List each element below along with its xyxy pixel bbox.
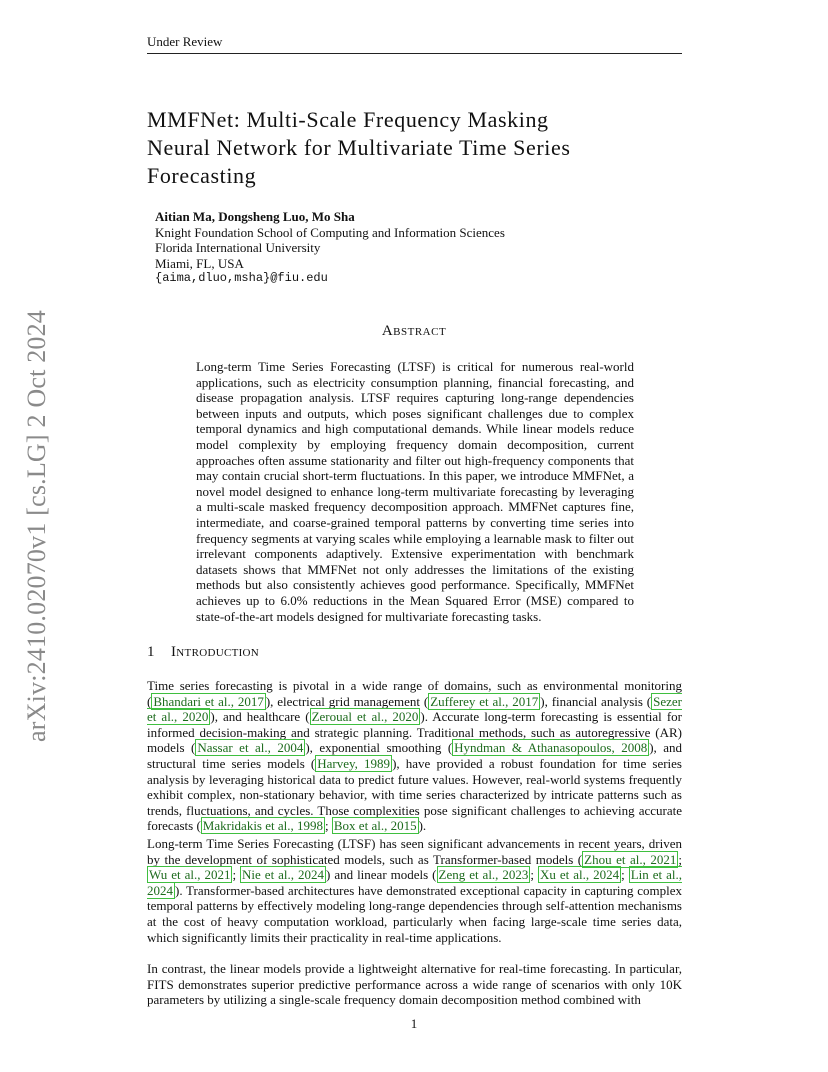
citation-link[interactable]: Nie et al., 2024 <box>242 867 325 883</box>
para-text: ). <box>418 818 427 834</box>
para-text: Time series forecasting is pivotal in a wide range of domains, such as environmental monitoring ( <box>147 678 682 709</box>
author-names: Aitian Ma, Dongsheng Luo, Mo Sha <box>155 209 355 224</box>
para-text: ), and healthcare ( <box>210 709 310 725</box>
affiliation-school: Knight Foundation School of Computing and Information Sciences <box>155 224 505 240</box>
intro-paragraph-3: In contrast, the linear models provide a lightweight alternative for real-time forecasting. In particular, FITS demonstrates superior predictive performance across a wide range of scenarios with only 10K parameters by utilizing a single-scale frequency domain decomposition method combined with <box>147 961 682 1008</box>
para-text: ; <box>325 818 332 834</box>
para-text: ). Transformer-based architectures have demonstrated exceptional capacity in capturing complex temporal patterns by effectively modeling long-range dependencies through self-attention mechanisms at the cost of heavy computation workload, particularly when facing large-scale time series data, which significantly limits their practicality in real-time applications. <box>147 882 682 945</box>
title-line-1: MMFNet: Multi-Scale Frequency Masking <box>147 107 549 132</box>
citation-link[interactable]: Zeng et al., 2023 <box>438 867 529 883</box>
arxiv-stamp[interactable] <box>22 296 52 756</box>
citation-link[interactable]: Zeroual et al., 2020 <box>311 709 419 725</box>
citation-link[interactable]: Makridakis et al., 1998 <box>202 818 324 834</box>
para-text: ; <box>621 867 629 883</box>
paper-title <box>147 106 687 190</box>
abstract-body: Long-term Time Series Forecasting (LTSF) is critical for numerous real-world applications, such as electricity consumption planning, financial forecasting, and disease propagation analysis. LTSF requires capturing long-range dependencies between inputs and outputs, which poses significant challenges due to complex temporal dynamics and high computational demands. While linear models reduce model complexity by employing frequency domain decomposition, current approaches often assume stationarity and filter out high-frequency components that may contain crucial short-term fluctuations. In this paper, we introduce MMFNet, a novel model designed to enhance long-term multivariate forecasting by leveraging a multi-scale masked frequency decomposition approach. MMFNet captures fine, intermediate, and coarse-grained temporal patterns by converting time series into frequency segments at varying scales while employing a learnable mask to filter out irrelevant components adaptively. Extensive experimentation with benchmark datasets shows that MMFNet not only addresses the limitations of the existing methods but also consistently achieves good performance. Specifically, MMFNet achieves up to 6.0% reductions in the Mean Squared Error (MSE) compared to state-of-the-art models designed for multivariate forecasting tasks. <box>196 359 634 624</box>
abstract-heading: Abstract <box>381 323 447 339</box>
intro-paragraph-1 <box>147 678 682 834</box>
para-text: ), electrical grid management ( <box>265 693 429 709</box>
para-text: ), exponential smoothing ( <box>305 740 453 756</box>
citation-link[interactable]: Hyndman & Athanasopoulos, 2008 <box>454 740 648 756</box>
citation-link[interactable]: Zufferey et al., 2017 <box>430 693 539 709</box>
title-line-2: Neural Network for Multivariate Time Series <box>147 135 571 160</box>
para-text: ), have provided a robust foundation for time series analysis by leveraging historical data to predict future values. However, real-world systems frequently exhibit complex, non-stationary behavior, with time series characterized by intricate patterns such as trends, fluctuations, and cycles. Those complexities pose significant challenges to achieving accurate forecasts ( <box>147 755 682 834</box>
section-number: 1 <box>147 644 155 660</box>
citation-link[interactable]: Box et al., 2015 <box>333 818 417 834</box>
citation-link[interactable]: Wu et al., 2021 <box>149 867 231 883</box>
intro-paragraph-2 <box>147 836 682 945</box>
title-line-3: Forecasting <box>147 163 257 188</box>
para-text: ; <box>678 851 682 867</box>
citation-link[interactable]: Zhou et al., 2021 <box>584 851 677 867</box>
page-number: 1 <box>410 1016 418 1031</box>
para-text: ), and structural time series models ( <box>147 740 683 771</box>
citation-link[interactable]: Nassar et al., 2004 <box>197 740 304 756</box>
author-block <box>155 209 505 287</box>
para-text: ), financial analysis ( <box>540 693 652 709</box>
citation-link[interactable]: Harvey, 1989 <box>317 755 391 771</box>
citation-link[interactable]: Lin et al., 2024 <box>147 867 682 898</box>
affiliation-location: Miami, FL, USA <box>155 255 244 271</box>
para-text: ) and linear models ( <box>326 867 437 883</box>
affiliation-university: Florida International University <box>155 240 321 255</box>
citation-link[interactable]: Sezer et al., 2020 <box>147 693 683 725</box>
arxiv-stamp-text: arXiv:2410.02070v1 [cs.LG] 2 Oct 2024 <box>22 310 51 742</box>
section-title: Introduction <box>171 644 260 660</box>
para-text: ; <box>530 867 538 883</box>
section-heading-introduction <box>147 644 259 661</box>
para-text: ; <box>232 867 241 883</box>
para-text: ). Accurate long-term forecasting is essential for informed decision-making and strategic planning. Traditional methods, such as autoregressive (AR) models ( <box>147 709 682 756</box>
para-text: Long-term Time Series Forecasting (LTSF) has seen significant advancements in recent years, driven by the development of sophisticated models, such as Transformer-based models ( <box>147 836 682 867</box>
citation-link[interactable]: Bhandari et al., 2017 <box>153 693 264 709</box>
running-header: Under Review <box>147 34 682 54</box>
author-email[interactable]: {aima,dluo,msha}@fiu.edu <box>155 271 328 285</box>
citation-link[interactable]: Xu et al., 2024 <box>540 867 620 883</box>
